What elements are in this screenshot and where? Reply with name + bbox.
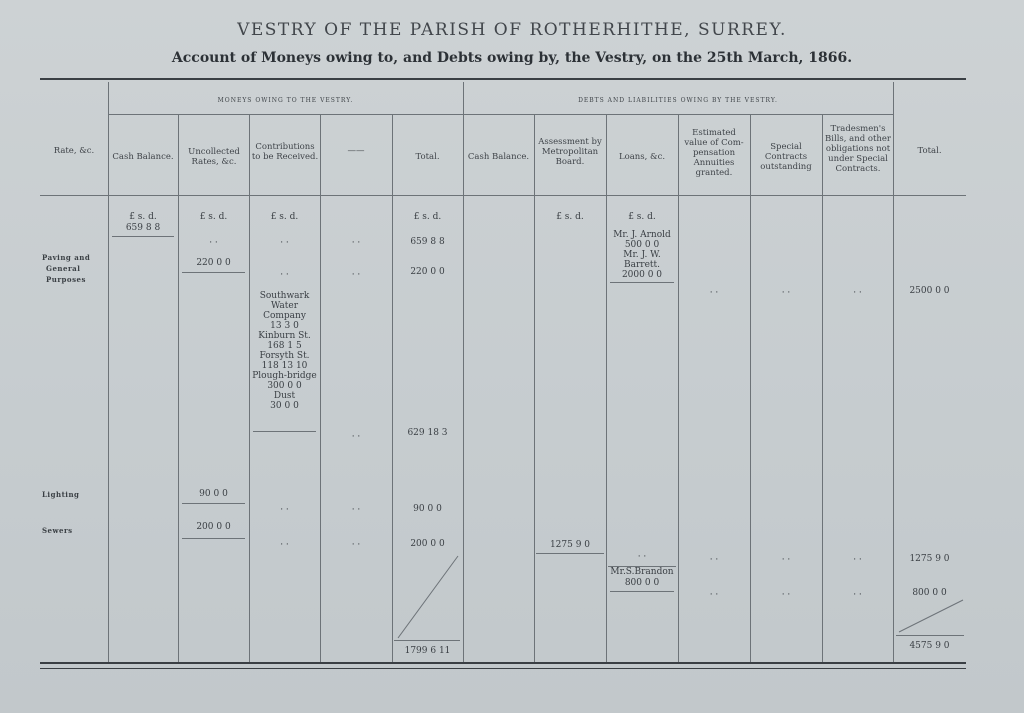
contrib-line: Dust — [273, 391, 296, 401]
col-line-2 — [178, 114, 179, 662]
header-assessment: Assessment by Metropolitan Board. — [538, 137, 602, 167]
row-label-paving-3: Purposes — [46, 275, 86, 284]
total-paving-b: 220 0 0 — [410, 267, 445, 277]
header-cash-balance-debts: Cash Balance. — [467, 152, 530, 162]
ditto-contrib-4: · · — [280, 505, 289, 515]
contrib-line: Water — [270, 301, 299, 311]
ditto-estimated-7: · · — [709, 590, 719, 600]
row-label-paving-1: Paving and — [42, 253, 91, 262]
ditto-blank-5: · · — [351, 540, 361, 550]
units-uncollected: £ s. d. — [199, 212, 228, 222]
contrib-line: 300 0 0 — [267, 381, 302, 391]
loan-line: 2000 0 0 — [621, 270, 663, 280]
header-rate: Rate, &c. — [53, 146, 95, 156]
loan-line: Mr. J. W. — [623, 250, 661, 260]
loans-rule — [610, 282, 674, 283]
contrib-line: 30 0 0 — [270, 401, 299, 411]
units-cash: £ s. d. — [129, 212, 157, 222]
ditto-tradesmen-1: · · — [853, 288, 862, 298]
contributions-list — [249, 291, 320, 411]
total-debts-paving: 2500 0 0 — [909, 286, 950, 296]
ditto-blank-3: · · — [351, 432, 361, 442]
ditto-tradesmen-7: · · — [853, 590, 862, 600]
uncollected-paving: 220 0 0 — [196, 258, 231, 268]
col-line-12 — [893, 82, 894, 662]
contrib-line: Company — [263, 311, 306, 321]
ditto-special-1: · · — [781, 288, 791, 298]
bottom-rule-2 — [40, 668, 966, 669]
assessment-sewers: 1275 9 0 — [549, 540, 591, 550]
contrib-line: Forsyth St. — [259, 351, 310, 361]
contrib-line: 118 13 10 — [261, 361, 308, 371]
total-paving-a: 659 8 8 — [410, 237, 445, 247]
contrib-rule — [253, 431, 316, 432]
col-line-6 — [463, 82, 464, 662]
header-blank-col: —— — [347, 146, 365, 156]
units-loans: £ s. d. — [628, 212, 656, 222]
header-debts-group: DEBTS AND LIABILITIES OWING BY THE VESTRY. — [578, 97, 778, 104]
contrib-line: Southwark — [259, 291, 310, 301]
document-title: VESTRY OF THE PARISH OF ROTHERHITHE, SURREY. — [237, 20, 787, 40]
col-line-7 — [534, 114, 535, 662]
ditto-special-6: · · — [781, 555, 791, 565]
diagonal-strike-debts — [893, 598, 966, 636]
header-loans: Loans, &c. — [618, 152, 666, 162]
ditto-contrib-5: · · — [280, 540, 289, 550]
uncollected-rule — [182, 272, 245, 273]
col-line-11 — [822, 114, 823, 662]
ditto-estimated-1: · · — [709, 288, 719, 298]
grand-total-debts: 4575 9 0 — [909, 641, 950, 651]
units-contributions: £ s. d. — [270, 212, 299, 222]
row-label-paving-2: General — [46, 264, 81, 273]
header-cash-balance: Cash Balance. — [112, 152, 174, 162]
lighting-rule — [182, 503, 245, 504]
sewers-rule — [182, 538, 245, 539]
brandon-name: Mr.S.Brandon — [610, 567, 674, 577]
grand-total-rule-debts — [896, 635, 964, 636]
col-line-1 — [108, 82, 109, 662]
header-total-owing: Total. — [415, 152, 440, 162]
grand-total-owing: 1799 6 11 — [404, 646, 451, 656]
col-line-9 — [678, 114, 679, 662]
brandon-amount: 800 0 0 — [624, 578, 660, 588]
ditto-blank-4: · · — [351, 505, 361, 515]
ditto-special-7: · · — [781, 590, 791, 600]
contrib-line: 168 1 5 — [267, 341, 302, 351]
contrib-line: Kinburn St. — [258, 331, 311, 341]
top-rule — [40, 78, 966, 80]
uncollected-lighting: 90 0 0 — [199, 489, 228, 499]
ditto-loans-6: · · — [637, 552, 647, 562]
brandon-rule — [610, 591, 674, 592]
ditto-uncollected-1: · · — [209, 238, 218, 248]
diagonal-strike-owing — [392, 552, 463, 642]
header-group-rule-left — [108, 114, 463, 115]
assessment-rule — [536, 553, 604, 554]
cash-balance-paving: 659 8 8 — [125, 223, 161, 233]
col-line-10 — [750, 114, 751, 662]
header-tradesmen: Tradesmen's Bills, and other obligations not under Special Contracts. — [825, 124, 891, 174]
col-line-4 — [320, 114, 321, 662]
total-debts-sewers: 1275 9 0 — [909, 554, 950, 564]
grand-total-rule-owing — [394, 640, 460, 641]
ditto-contrib-1: · · — [280, 238, 289, 248]
contrib-line: 13 3 0 — [270, 321, 299, 331]
row-label-lighting: Lighting — [42, 490, 80, 499]
cash-balance-rule — [112, 236, 174, 237]
loan-line: Mr. J. Arnold — [613, 230, 671, 240]
header-estimated: Estimated value of Com-pensation Annuities granted. — [684, 128, 744, 178]
header-uncollected: Uncollected Rates, &c. — [188, 147, 240, 167]
total-debts-brandon: 800 0 0 — [912, 588, 947, 598]
header-special: Special Contracts outstanding — [760, 142, 812, 172]
loan-line: 500 0 0 — [624, 240, 660, 250]
header-contributions: Contributions to be Received. — [251, 142, 319, 162]
header-moneys-group: MONEYS OWING TO THE VESTRY. — [217, 97, 354, 104]
total-contributions: 629 18 3 — [407, 428, 448, 438]
bottom-rule — [40, 662, 966, 664]
total-sewers: 200 0 0 — [410, 539, 445, 549]
units-total: £ s. d. — [413, 212, 442, 222]
total-lighting: 90 0 0 — [413, 504, 442, 514]
uncollected-sewers: 200 0 0 — [196, 522, 231, 532]
ditto-blank-1: · · — [351, 238, 361, 248]
loan-line: Barrett. — [623, 260, 660, 270]
ditto-contrib-2: · · — [280, 270, 289, 280]
document-subtitle: Account of Moneys owing to, and Debts owing by, the Vestry, on the 25th March, 1866. — [171, 50, 853, 66]
loans-list — [606, 230, 678, 280]
row-label-sewers: Sewers — [42, 526, 73, 535]
ditto-tradesmen-6: · · — [853, 555, 862, 565]
units-assessment: £ s. d. — [556, 212, 584, 222]
ditto-estimated-6: · · — [709, 555, 719, 565]
contrib-line: Plough-bridge — [252, 371, 317, 381]
header-total-debts: Total. — [917, 146, 942, 156]
ditto-blank-2: · · — [351, 270, 361, 280]
